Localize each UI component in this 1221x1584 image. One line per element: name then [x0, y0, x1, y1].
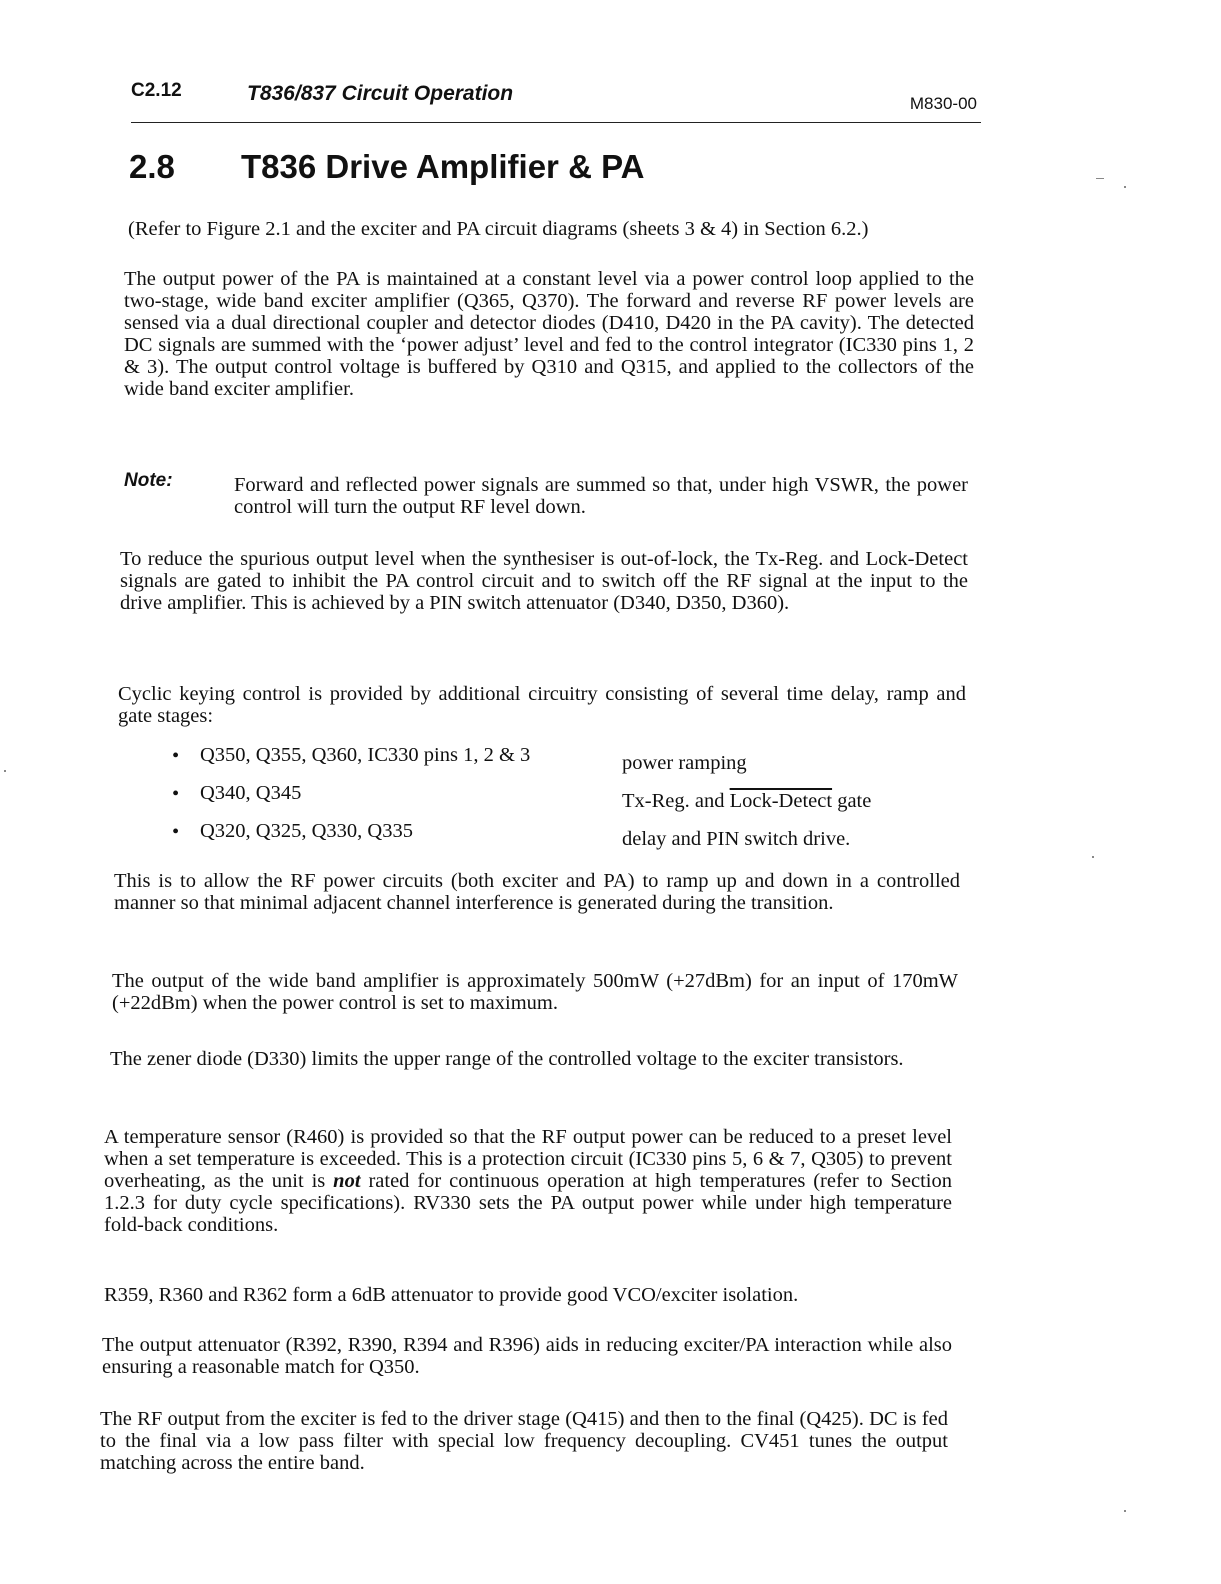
paragraph-attenuator: R359, R360 and R362 form a 6dB attenuator to provide good VCO/exciter isolation.	[104, 1284, 799, 1306]
paragraph-cyclic-keying: Cyclic keying control is provided by additional circuitry consisting of several time delay, ramp and gate stages:	[118, 683, 966, 727]
section-title: T836 Drive Amplifier & PA	[241, 148, 645, 185]
list-item-function: Tx-Reg. and Lock-Detect gate	[622, 790, 872, 812]
bullet-glyph: •	[172, 783, 180, 805]
header-document-number: M830-00	[909, 94, 977, 113]
scan-speck	[4, 770, 6, 772]
list-item	[170, 820, 930, 858]
stage-list	[170, 744, 930, 858]
paragraph-temperature-sensor: A temperature sensor (R460) is provided so that the RF output power can be reduced to a preset level when a set temperature is exceeded. This is a protection circuit (IC330 pins 5, 6 & 7, Q305) to prevent overheating, as the unit is not rated for continuous operation at high temperatures (refer to Section 1.2.3 for duty cycle specifications). RV330 sets the PA output power while under high temperature fold-back conditions.	[104, 1126, 952, 1236]
list-item-components: Q320, Q325, Q330, Q335	[200, 820, 413, 842]
lock-detect-overlined: Lock-Detect	[729, 790, 833, 812]
scan-speck	[1092, 856, 1094, 858]
note-text: Forward and reflected power signals are summed so that, under high VSWR, the power control will turn the output RF level down.	[234, 474, 968, 518]
bullet-glyph: •	[172, 745, 180, 767]
section-number: 2.8	[129, 148, 175, 185]
scan-speck	[1124, 186, 1126, 188]
list-item-components: Q340, Q345	[200, 782, 302, 804]
paragraph-wideband-output: The output of the wide band amplifier is approximately 500mW (+27dBm) for an input of 170mW (+22dBm) when the power control is set to maximum.	[112, 970, 958, 1014]
note-label: Note:	[124, 470, 173, 491]
bullet-glyph: •	[172, 821, 180, 843]
scan-speck	[1096, 178, 1104, 179]
emphasis-not: not	[333, 1170, 361, 1192]
paragraph-rf-output: The RF output from the exciter is fed to the driver stage (Q415) and then to the final (Q425). DC is fed to the final via a low pass filter with special low frequency decoupling. CV451 tunes the output matching across the entire band.	[100, 1408, 948, 1474]
header-title: T836/837 Circuit Operation	[247, 82, 514, 105]
scan-speck	[1124, 1510, 1126, 1512]
header-section-number: C2.12	[131, 80, 182, 101]
reference-paragraph: (Refer to Figure 2.1 and the exciter and PA circuit diagrams (sheets 3 & 4) in Section 6.2.)	[128, 218, 869, 240]
paragraph-ramp-purpose: This is to allow the RF power circuits (both exciter and PA) to ramp up and down in a controlled manner so that minimal adjacent channel interference is generated during the transition.	[114, 870, 960, 914]
list-item-components: Q350, Q355, Q360, IC330 pins 1, 2 & 3	[200, 744, 531, 766]
list-item	[170, 744, 930, 782]
paragraph-zener-diode: The zener diode (D330) limits the upper range of the controlled voltage to the exciter transistors.	[110, 1048, 904, 1070]
list-item-function: power ramping	[622, 752, 747, 774]
paragraph-spurious-output: To reduce the spurious output level when the synthesiser is out-of-lock, the Tx-Reg. and Lock-Detect signals are gated to inhibit the PA control circuit and to switch off the RF signal at the input to the drive amplifier. This is achieved by a PIN switch attenuator (D340, D350, D360).	[120, 548, 968, 614]
paragraph-output-attenuator: The output attenuator (R392, R390, R394 and R396) aids in reducing exciter/PA interaction while also ensuring a reasonable match for Q350.	[102, 1334, 952, 1378]
list-item-function: delay and PIN switch drive.	[622, 828, 851, 850]
section-heading	[129, 148, 644, 186]
page-header	[131, 78, 981, 126]
paragraph-power-control: The output power of the PA is maintained at a constant level via a power control loop applied to the two-stage, wide band exciter amplifier (Q365, Q370). The forward and reverse RF power levels are sensed via a dual directional coupler and detector diodes (D410, D420 in the PA cavity). The detected DC signals are summed with the ‘power adjust’ level and fed to the control integrator (IC330 pins 1, 2 & 3). The output control voltage is buffered by Q310 and Q315, and applied to the collectors of the wide band exciter amplifier.	[124, 268, 974, 400]
list-item	[170, 782, 930, 820]
header-rule	[131, 122, 981, 123]
